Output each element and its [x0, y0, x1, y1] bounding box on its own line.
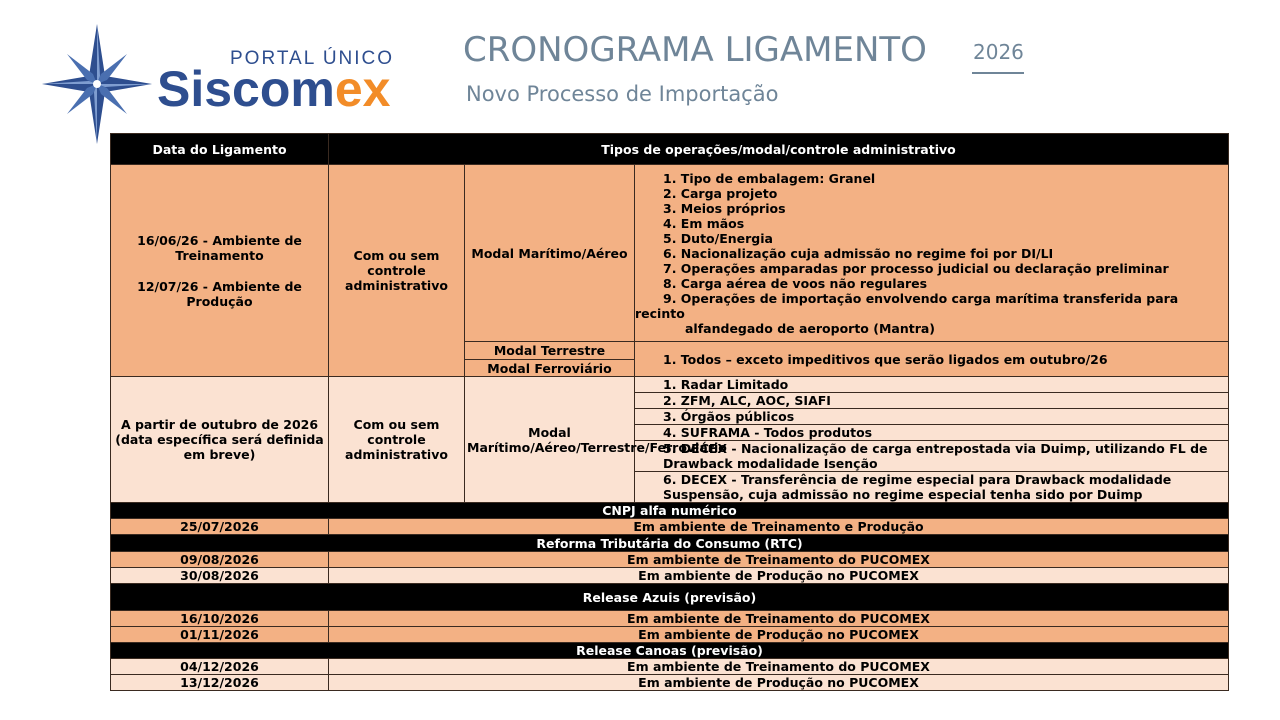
group1-items-cell [635, 165, 1229, 342]
row-date: 25/07/2026 [111, 519, 329, 535]
section-header-row [111, 584, 1229, 611]
logo-tagline: PORTAL ÚNICO [230, 48, 395, 69]
group1-control-cell: Com ou sem controle administrativo [329, 165, 465, 377]
table-row [111, 627, 1229, 643]
table-row [111, 552, 1229, 568]
section-header-row [111, 643, 1229, 659]
list-item: 5. DECEX - Nacionalização de carga entrepostada via Duimp, utilizando FL de Drawback modalidade Isenção [635, 441, 1229, 472]
list-item: 7. Operações amparadas por processo judicial ou declaração preliminar [663, 260, 1169, 276]
group1-date-production: 12/07/26 - Ambiente de Produção [137, 278, 302, 309]
row-date: 30/08/2026 [111, 568, 329, 584]
section-title: Reforma Tributária do Consumo (RTC) [111, 535, 1229, 552]
row-date: 01/11/2026 [111, 627, 329, 643]
group2-modal-cell: Modal Marítimo/Aéreo/Terrestre/Ferroviário [465, 377, 635, 503]
group2-date-cell: A partir de outubro de 2026 (data específica será definida em breve) [111, 377, 329, 503]
group1-modal-land: Modal Terrestre [465, 342, 635, 360]
row-text: Em ambiente de Treinamento do PUCOMEX [329, 611, 1229, 627]
row-text: Em ambiente de Produção no PUCOMEX [329, 675, 1229, 691]
list-item: 6. DECEX - Transferência de regime especial para Drawback modalidade Suspensão, cuja admissão no regime especial tenha sido por Duimp [635, 472, 1229, 503]
list-item: 3. Meios próprios [663, 200, 786, 216]
header-types: Tipos de operações/modal/controle administrativo [329, 134, 1229, 165]
list-item: 1. Radar Limitado [635, 377, 1229, 393]
list-item: 8. Carga aérea de voos não regulares [663, 275, 928, 291]
group1-modal-rail: Modal Ferroviário [465, 360, 635, 377]
year-label: 2026 [973, 40, 1024, 64]
group1-land-rail-item: 1. Todos – exceto impeditivos que serão ligados em outubro/26 [635, 342, 1229, 377]
list-item: 5. Duto/Energia [663, 230, 773, 246]
row-text: Em ambiente de Treinamento do PUCOMEX [329, 659, 1229, 675]
table-row [111, 568, 1229, 584]
row-date: 16/10/2026 [111, 611, 329, 627]
schedule-table [110, 133, 1229, 691]
section-header-row [111, 535, 1229, 552]
header-date: Data do Ligamento [111, 134, 329, 165]
logo-wordmark-orange: ex [334, 61, 391, 117]
svg-text:Siscomex [157, 61, 391, 117]
table-row [111, 611, 1229, 627]
row-text: Em ambiente de Treinamento do PUCOMEX [329, 552, 1229, 568]
table-row [111, 675, 1229, 691]
list-item: 6. Nacionalização cuja admissão no regime foi por DI/LI [663, 245, 1054, 261]
list-item-continuation: alfandegado de aeroporto (Mantra) [685, 320, 936, 336]
section-header-row [111, 503, 1229, 519]
list-item: 4. Em mãos [663, 215, 745, 231]
list-item: 9. Operações de importação envolvendo carga marítima transferida para recinto [635, 290, 1179, 321]
row-text: Em ambiente de Produção no PUCOMEX [329, 568, 1229, 584]
row-text: Em ambiente de Treinamento e Produção [329, 519, 1229, 535]
list-item: 3. Órgãos públicos [635, 409, 1229, 425]
group2-control-cell: Com ou sem controle administrativo [329, 377, 465, 503]
section-title: Release Azuis (previsão) [111, 584, 1229, 611]
list-item: 2. Carga projeto [663, 185, 778, 201]
group1-modal-sea-air: Modal Marítimo/Aéreo [465, 165, 635, 342]
logo-wordmark-blue: Siscom [157, 61, 335, 117]
siscomex-logo [40, 22, 400, 147]
list-item: 4. SUFRAMA - Todos produtos [635, 425, 1229, 441]
row-date: 09/08/2026 [111, 552, 329, 568]
table-row [111, 519, 1229, 535]
row-text: Em ambiente de Produção no PUCOMEX [329, 627, 1229, 643]
table-row [111, 377, 1229, 393]
section-title: Release Canoas (previsão) [111, 643, 1229, 659]
row-date: 13/12/2026 [111, 675, 329, 691]
table-header-row [111, 134, 1229, 165]
table-row [111, 659, 1229, 675]
row-date: 04/12/2026 [111, 659, 329, 675]
page-title: CRONOGRAMA LIGAMENTO [463, 30, 927, 70]
list-item: 2. ZFM, ALC, AOC, SIAFI [635, 393, 1229, 409]
table-row [111, 165, 1229, 342]
list-item: 1. Tipo de embalagem: Granel [663, 170, 876, 186]
page-subtitle: Novo Processo de Importação [466, 82, 779, 106]
section-title: CNPJ alfa numérico [111, 503, 1229, 519]
group1-dates-cell [111, 165, 329, 377]
year-underline [972, 72, 1024, 74]
compass-star-icon [42, 24, 152, 144]
group1-date-training: 16/06/26 - Ambiente de Treinamento [137, 232, 302, 263]
